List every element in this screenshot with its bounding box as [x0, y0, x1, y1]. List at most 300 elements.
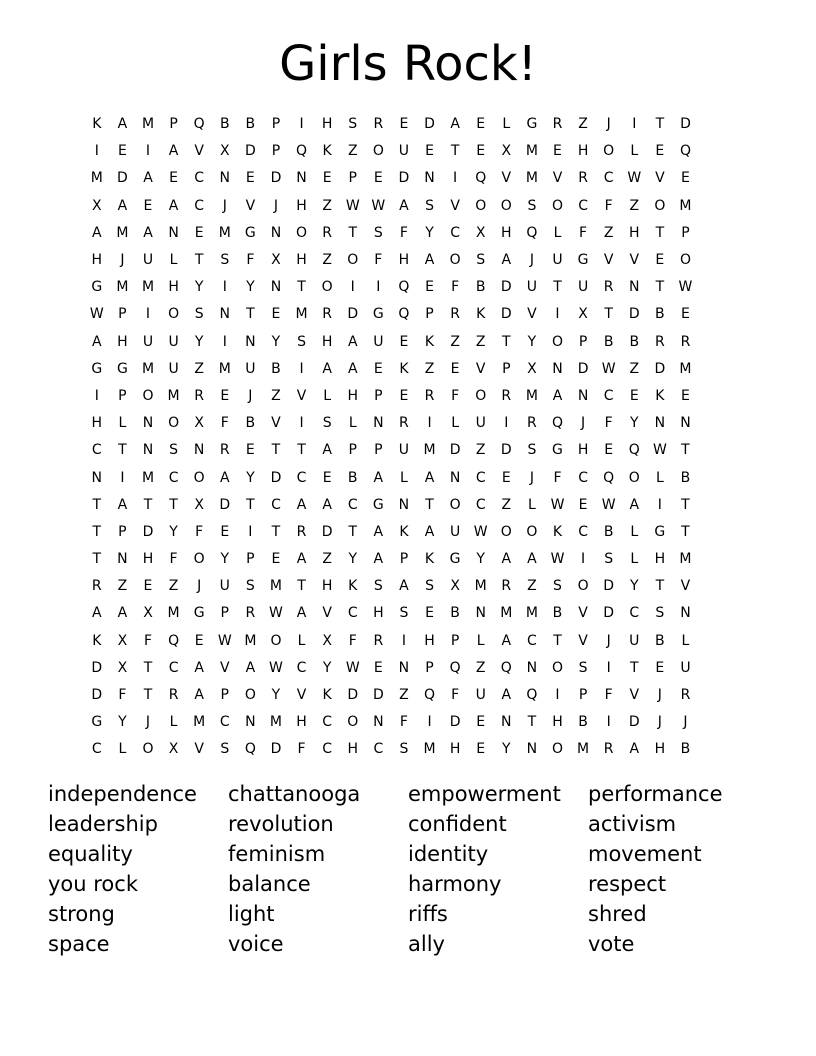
grid-letter: E — [655, 659, 665, 676]
grid-letter: H — [347, 387, 358, 404]
grid-letter: M — [269, 578, 282, 595]
grid-letter: O — [168, 306, 180, 323]
grid-letter: E — [450, 360, 460, 377]
grid-letter: P — [399, 551, 409, 568]
grid-letter: X — [271, 252, 281, 269]
grid-letter: Z — [603, 224, 614, 241]
grid-letter: P — [348, 170, 357, 187]
grid-letter: R — [373, 116, 384, 133]
grid-letter: E — [245, 442, 255, 459]
grid-letter: U — [373, 333, 384, 350]
grid-letter: I — [350, 279, 355, 296]
grid-letter: P — [271, 143, 281, 160]
grid-letter: Z — [424, 360, 435, 377]
grid-letter: E — [629, 387, 639, 404]
word-item: balance — [228, 872, 311, 896]
grid-letter: T — [271, 442, 281, 459]
grid-letter: E — [399, 333, 409, 350]
grid-letter: N — [475, 605, 486, 622]
grid-letter: P — [246, 551, 255, 568]
grid-letter: S — [169, 442, 179, 459]
grid-letter: N — [577, 387, 589, 404]
grid-letter: J — [248, 387, 253, 404]
grid-letter: L — [630, 143, 639, 160]
grid-letter: V — [475, 360, 486, 377]
grid-letter: M — [525, 170, 538, 187]
grid-row — [84, 573, 732, 600]
grid-letter: A — [117, 496, 128, 513]
grid-letter: T — [348, 224, 358, 241]
grid-letter: V — [194, 741, 204, 758]
grid-letter: B — [219, 116, 230, 133]
grid-letter: A — [373, 551, 384, 568]
grid-row — [84, 410, 732, 437]
grid-letter: P — [118, 306, 127, 323]
grid-row — [84, 138, 732, 165]
grid-letter: C — [629, 605, 640, 622]
grid-letter: D — [270, 170, 282, 187]
grid-letter: T — [655, 578, 665, 595]
grid-letter: O — [449, 252, 461, 269]
grid-letter: I — [94, 387, 99, 404]
grid-letter: Q — [628, 442, 640, 459]
grid-letter: Q — [168, 632, 180, 649]
grid-letter: Q — [526, 687, 538, 704]
grid-letter: Y — [322, 659, 332, 676]
grid-letter: M — [525, 387, 538, 404]
grid-letter: E — [169, 170, 178, 187]
grid-letter: D — [91, 659, 103, 676]
grid-letter: N — [270, 224, 282, 241]
grid-letter: R — [680, 333, 691, 350]
grid-letter: I — [606, 659, 611, 676]
grid-letter: V — [501, 170, 512, 187]
grid-letter: D — [680, 116, 691, 133]
word-item: movement — [588, 842, 702, 866]
grid-letter: A — [117, 605, 128, 622]
grid-letter: U — [398, 442, 410, 459]
grid-letter: Y — [271, 333, 281, 350]
grid-letter: A — [629, 741, 640, 758]
grid-letter: V — [603, 252, 614, 269]
grid-letter: O — [551, 197, 563, 214]
grid-letter: A — [296, 551, 307, 568]
grid-letter: B — [450, 605, 460, 622]
grid-letter: M — [167, 387, 180, 404]
grid-letter: U — [142, 333, 154, 350]
grid-row — [84, 165, 732, 192]
grid-letter: S — [373, 224, 383, 241]
grid-letter: M — [500, 605, 513, 622]
grid-letter: K — [322, 687, 332, 704]
grid-letter: A — [168, 143, 179, 160]
grid-letter: P — [578, 687, 588, 704]
grid-letter: F — [579, 224, 588, 241]
grid-letter: C — [603, 387, 614, 404]
grid-letter: I — [120, 469, 125, 486]
grid-letter: Y — [220, 551, 230, 568]
grid-letter: O — [603, 143, 615, 160]
grid-letter: M — [218, 224, 231, 241]
grid-letter: C — [603, 170, 614, 187]
grid-letter: J — [657, 714, 662, 731]
grid-letter: D — [449, 442, 461, 459]
grid-letter: D — [628, 714, 640, 731]
grid-letter: D — [449, 714, 461, 731]
grid-letter: S — [220, 252, 230, 269]
grid-letter: R — [424, 387, 435, 404]
grid-letter: C — [219, 714, 230, 731]
word-list — [48, 779, 788, 959]
grid-letter: H — [501, 224, 512, 241]
grid-letter: D — [270, 469, 282, 486]
grid-letter: A — [322, 360, 332, 377]
grid-letter: M — [90, 170, 103, 187]
grid-letter: E — [322, 469, 332, 486]
grid-letter: H — [424, 632, 435, 649]
grid-letter: H — [296, 197, 307, 214]
grid-letter: J — [145, 714, 151, 731]
grid-letter: F — [553, 469, 562, 486]
grid-letter: I — [427, 415, 432, 432]
grid-letter: Y — [271, 687, 281, 704]
grid-letter: D — [500, 442, 512, 459]
grid-letter: K — [424, 333, 435, 350]
grid-letter: A — [347, 333, 358, 350]
grid-letter: N — [552, 360, 563, 377]
grid-letter: S — [194, 306, 204, 323]
grid-letter: C — [91, 442, 102, 459]
grid-letter: C — [578, 197, 588, 214]
grid-letter: W — [345, 659, 360, 676]
grid-letter: O — [500, 197, 512, 214]
grid-letter: U — [680, 659, 691, 676]
grid-letter: S — [553, 578, 562, 595]
grid-letter: I — [299, 116, 304, 133]
grid-letter: C — [168, 659, 179, 676]
grid-letter: C — [91, 741, 102, 758]
grid-letter: B — [655, 632, 665, 649]
grid-letter: U — [552, 252, 563, 269]
grid-letter: K — [424, 551, 435, 568]
grid-letter: E — [655, 143, 665, 160]
grid-letter: I — [555, 687, 560, 704]
grid-letter: G — [552, 442, 563, 459]
grid-letter: T — [92, 496, 102, 513]
grid-letter: A — [296, 496, 307, 513]
word-item: riffs — [408, 902, 448, 926]
grid-letter: R — [501, 387, 512, 404]
grid-letter: D — [347, 306, 359, 323]
word-item: strong — [48, 902, 115, 926]
grid-letter: O — [347, 252, 359, 269]
grid-letter: Z — [501, 496, 512, 513]
grid-letter: B — [578, 714, 588, 731]
grid-letter: R — [322, 306, 332, 323]
grid-row — [84, 464, 732, 491]
grid-letter: G — [91, 360, 103, 377]
grid-letter: K — [322, 143, 332, 160]
grid-letter: W — [601, 496, 616, 513]
grid-letter: F — [451, 387, 460, 404]
grid-letter: A — [92, 333, 102, 350]
grid-letter: Q — [500, 659, 512, 676]
grid-letter: I — [606, 714, 611, 731]
grid-letter: A — [143, 224, 153, 241]
grid-letter: Z — [527, 578, 537, 595]
grid-letter: Q — [398, 306, 410, 323]
grid-row — [84, 600, 732, 627]
grid-letter: H — [117, 333, 128, 350]
grid-letter: F — [220, 415, 229, 432]
grid-letter: O — [526, 523, 538, 540]
grid-letter: J — [606, 632, 611, 649]
grid-letter: X — [168, 741, 179, 758]
grid-letter: A — [424, 523, 435, 540]
grid-letter: A — [322, 496, 332, 513]
grid-letter: X — [450, 578, 460, 595]
grid-letter: R — [527, 415, 537, 432]
grid-letter: C — [296, 659, 307, 676]
grid-letter: N — [193, 442, 205, 459]
grid-letter: E — [194, 632, 204, 649]
grid-letter: A — [117, 197, 128, 214]
grid-letter: E — [143, 578, 153, 595]
grid-letter: Y — [169, 523, 178, 540]
grid-letter: D — [372, 687, 384, 704]
grid-letter: Y — [194, 333, 204, 350]
grid-letter: T — [655, 279, 665, 296]
grid-letter: A — [92, 605, 102, 622]
grid-letter: X — [92, 197, 102, 214]
grid-letter: Z — [399, 687, 409, 704]
grid-letter: B — [245, 116, 256, 133]
grid-letter: M — [141, 360, 155, 377]
grid-letter: T — [681, 442, 690, 459]
grid-letter: E — [425, 605, 434, 622]
grid-letter: U — [219, 578, 230, 595]
grid-letter: M — [295, 306, 308, 323]
grid-letter: H — [347, 741, 358, 758]
grid-letter: F — [169, 551, 178, 568]
grid-letter: Y — [476, 551, 485, 568]
grid-letter: N — [654, 415, 666, 432]
grid-letter: T — [527, 714, 537, 731]
grid-letter: H — [321, 578, 333, 595]
grid-letter: C — [194, 170, 205, 187]
grid-letter: K — [552, 523, 563, 540]
grid-letter: C — [475, 496, 486, 513]
grid-letter: F — [604, 687, 613, 704]
word-item: space — [48, 932, 110, 956]
grid-letter: R — [168, 687, 179, 704]
grid-letter: N — [168, 224, 179, 241]
grid-letter: V — [527, 306, 537, 323]
grid-letter: A — [245, 659, 256, 676]
grid-letter: U — [168, 360, 179, 377]
grid-letter: E — [501, 469, 511, 486]
grid-letter: L — [502, 116, 511, 133]
grid-letter: G — [526, 116, 538, 133]
grid-letter: V — [680, 578, 691, 595]
grid-letter: D — [424, 116, 435, 133]
grid-letter: U — [168, 333, 179, 350]
grid-letter: N — [526, 741, 538, 758]
grid-letter: C — [475, 469, 486, 486]
grid-letter: X — [527, 360, 537, 377]
grid-letter: R — [501, 578, 512, 595]
grid-letter: R — [552, 116, 563, 133]
grid-letter: E — [271, 551, 281, 568]
grid-letter: T — [297, 578, 306, 595]
grid-letter: O — [142, 741, 154, 758]
grid-letter: L — [348, 415, 357, 432]
grid-letter: T — [450, 143, 460, 160]
grid-letter: U — [475, 687, 486, 704]
grid-letter: P — [220, 687, 229, 704]
grid-letter: L — [681, 632, 690, 649]
grid-letter: B — [552, 605, 563, 622]
grid-letter: Z — [194, 360, 204, 377]
grid-letter: V — [296, 387, 307, 404]
grid-letter: J — [120, 252, 125, 269]
grid-letter: Z — [117, 578, 128, 595]
grid-letter: T — [246, 306, 255, 323]
grid-letter: I — [94, 143, 99, 160]
grid-letter: R — [296, 523, 307, 540]
word-item: revolution — [228, 812, 334, 836]
grid-letter: A — [347, 360, 358, 377]
grid-letter: O — [244, 687, 256, 704]
grid-letter: C — [296, 469, 307, 486]
grid-letter: S — [220, 741, 230, 758]
grid-letter: T — [194, 252, 204, 269]
grid-letter: P — [374, 387, 383, 404]
grid-letter: Y — [118, 714, 127, 731]
grid-letter: E — [373, 170, 383, 187]
grid-row — [84, 193, 732, 220]
grid-letter: E — [194, 224, 204, 241]
grid-letter: J — [529, 252, 534, 269]
grid-letter: O — [372, 143, 384, 160]
grid-letter: X — [117, 659, 128, 676]
grid-letter: D — [398, 170, 410, 187]
grid-letter: H — [577, 442, 589, 459]
grid-letter: N — [142, 442, 154, 459]
grid-letter: F — [297, 741, 306, 758]
grid-letter: Y — [425, 224, 434, 241]
grid-letter: E — [553, 143, 562, 160]
grid-letter: N — [245, 333, 256, 350]
grid-letter: A — [92, 224, 102, 241]
grid-letter: U — [245, 360, 256, 377]
grid-letter: F — [399, 224, 408, 241]
grid-letter: O — [168, 415, 180, 432]
grid-letter: W — [601, 360, 616, 377]
grid-letter: B — [629, 333, 640, 350]
grid-letter: C — [578, 523, 588, 540]
grid-letter: V — [296, 687, 307, 704]
grid-letter: E — [681, 387, 690, 404]
grid-letter: N — [91, 469, 103, 486]
grid-letter: V — [629, 252, 640, 269]
grid-letter: T — [92, 523, 102, 540]
grid-letter: X — [475, 224, 486, 241]
grid-row — [84, 356, 732, 383]
grid-letter: M — [525, 605, 538, 622]
grid-letter: K — [92, 116, 102, 133]
grid-letter: B — [347, 469, 358, 486]
grid-letter: E — [399, 116, 409, 133]
grid-letter: P — [348, 442, 357, 459]
grid-letter: I — [427, 714, 432, 731]
grid-letter: Q — [475, 170, 487, 187]
grid-letter: P — [578, 333, 588, 350]
grid-letter: Y — [246, 279, 255, 296]
grid-letter: E — [476, 741, 486, 758]
grid-letter: S — [425, 578, 434, 595]
grid-letter: E — [271, 306, 281, 323]
grid-letter: E — [220, 387, 230, 404]
grid-letter: X — [117, 632, 128, 649]
grid-letter: Z — [347, 143, 358, 160]
grid-letter: G — [91, 279, 103, 296]
grid-letter: O — [628, 469, 640, 486]
grid-letter: D — [347, 687, 359, 704]
grid-letter: W — [627, 170, 642, 187]
grid-letter: O — [500, 523, 512, 540]
grid-letter: W — [217, 632, 232, 649]
word-column — [228, 779, 408, 959]
grid-letter: E — [681, 170, 690, 187]
grid-letter: S — [373, 578, 383, 595]
grid-letter: H — [449, 741, 461, 758]
grid-letter: E — [322, 170, 332, 187]
grid-letter: S — [322, 415, 332, 432]
grid-letter: U — [577, 279, 589, 296]
grid-letter: S — [655, 605, 665, 622]
grid-letter: E — [373, 360, 383, 377]
grid-letter: X — [501, 143, 512, 160]
grid-letter: D — [603, 578, 615, 595]
grid-letter: H — [91, 415, 103, 432]
grid-letter: A — [322, 442, 332, 459]
grid-letter: Z — [629, 360, 640, 377]
grid-letter: N — [680, 415, 691, 432]
grid-letter: T — [681, 496, 690, 513]
grid-letter: T — [553, 632, 562, 649]
grid-letter: O — [654, 197, 666, 214]
grid-letter: N — [526, 659, 538, 676]
grid-letter: I — [222, 333, 227, 350]
grid-letter: P — [118, 387, 127, 404]
grid-letter: O — [679, 252, 691, 269]
grid-letter: T — [425, 496, 434, 513]
grid-letter: A — [168, 197, 179, 214]
grid-letter: L — [630, 523, 639, 540]
grid-letter: E — [476, 714, 486, 731]
grid-letter: Q — [449, 659, 461, 676]
grid-letter: M — [167, 605, 180, 622]
word-item: ally — [408, 932, 445, 956]
grid-letter: H — [142, 551, 154, 568]
grid-letter: H — [398, 252, 410, 269]
grid-letter: J — [273, 197, 279, 214]
grid-letter: R — [219, 442, 230, 459]
grid-letter: A — [501, 632, 512, 649]
grid-letter: V — [655, 170, 665, 187]
grid-letter: M — [269, 714, 282, 731]
